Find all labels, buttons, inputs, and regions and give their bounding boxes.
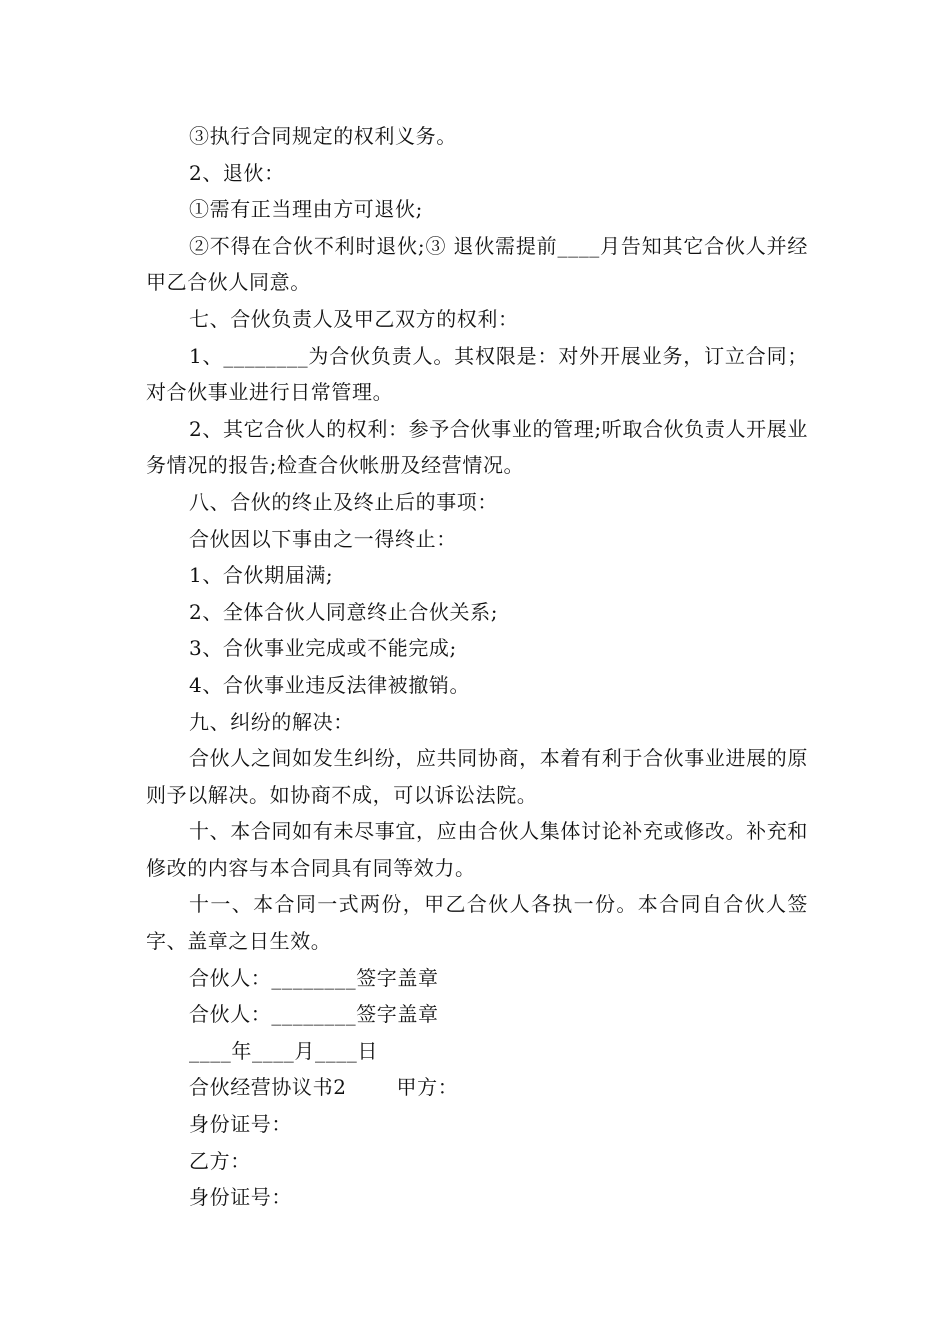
list-item: 3、合伙事业完成或不能完成; [189, 636, 457, 661]
paragraph: ①需有正当理由方可退伙; [189, 197, 423, 222]
paragraph: ③执行合同规定的权利义务。 [189, 124, 457, 148]
paragraph: 十一、本合同一式两份，甲乙合伙人各执一份。本合同自合伙人签字、盖章之日生效。 [146, 892, 808, 954]
paragraph: 合伙因以下事由之一得终止： [189, 526, 457, 551]
agreement-title: 合伙经营协议书2 [189, 1075, 347, 1100]
section-heading: 八、合伙的终止及终止后的事项： [189, 489, 498, 514]
paragraph: 1、________为合伙负责人。其权限是：对外开展业务，订立合同；对合伙事业进行日常管理。 [146, 343, 808, 405]
id-number-label: 身份证号： [189, 1185, 292, 1210]
section-heading: 九、纠纷的解决： [189, 709, 354, 734]
party-b-label: 乙方： [189, 1148, 251, 1173]
paragraph: 2、退伙： [189, 160, 285, 185]
id-number-label: 身份证号： [189, 1112, 292, 1137]
list-item: 1、合伙期届满; [189, 563, 334, 588]
signature-line: 合伙人：________签字盖章 [189, 1002, 439, 1027]
paragraph: ②不得在合伙不利时退伙;③ 退伙需提前____月告知其它合伙人并经甲乙合伙人同意。 [146, 233, 808, 295]
signature-line: 合伙人：________签字盖章 [189, 965, 439, 990]
paragraph: 十、本合同如有未尽事宜，应由合伙人集体讨论补充或修改。补充和修改的内容与本合同具有同等效力。 [146, 819, 808, 880]
paragraph: 2、其它合伙人的权利：参予合伙事业的管理;听取合伙负责人开展业务情况的报告;检查合伙帐册及经营情况。 [146, 416, 808, 478]
document-page [146, 118, 808, 1216]
party-a-label: 甲方： [396, 1075, 459, 1100]
paragraph: 合伙人之间如发生纠纷，应共同协商，本着有利于合伙事业进展的原则予以解决。如协商不成，可以诉讼法院。 [146, 746, 808, 807]
list-item: 2、全体合伙人同意终止合伙关系; [189, 599, 499, 624]
date-line: ____年____月____日 [189, 1038, 378, 1063]
list-item: 4、合伙事业违反法律被撤销。 [189, 672, 471, 697]
section-heading: 七、合伙负责人及甲乙双方的权利： [189, 306, 519, 331]
agreement-heading-line [146, 1069, 808, 1106]
